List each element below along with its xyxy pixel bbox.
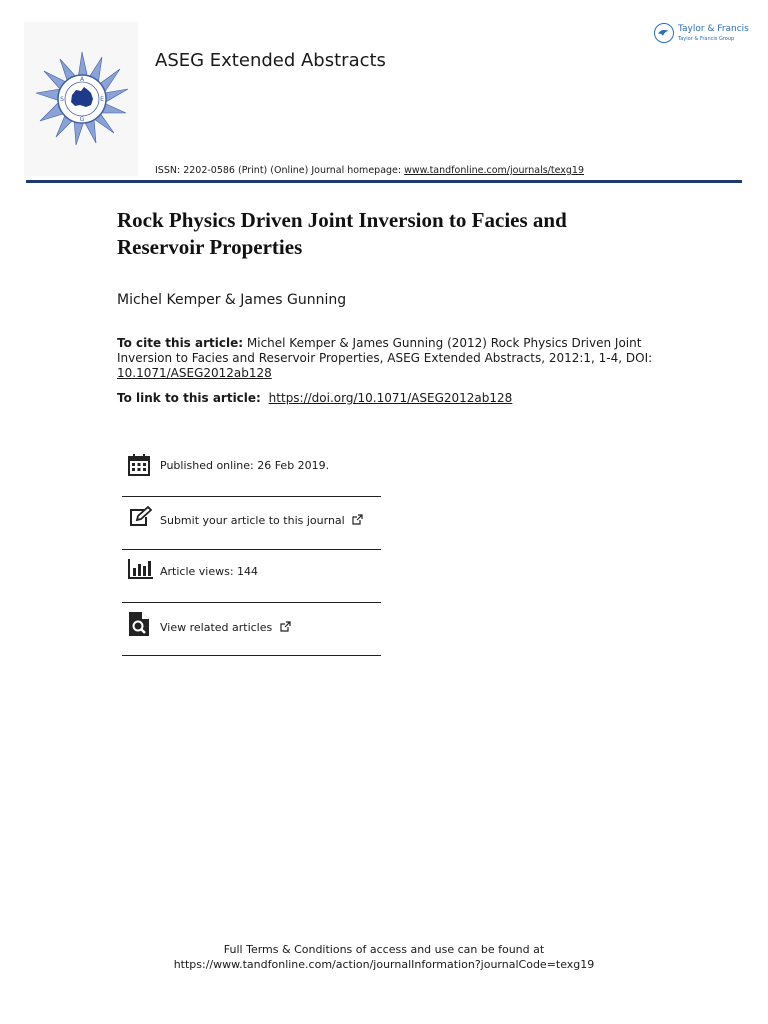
document-search-icon (128, 611, 150, 641)
edit-icon (128, 506, 152, 532)
related-row[interactable] (122, 603, 381, 656)
issn-text: ISSN: 2202-0586 (Print) (Online) Journal homepage: (155, 165, 402, 176)
journal-homepage-link[interactable]: www.tandfonline.com/journals/texg19 (404, 165, 584, 176)
views-row (122, 550, 381, 603)
article-title: Rock Physics Driven Joint Inversion to Facies and Reservoir Properties (117, 208, 567, 259)
calendar-icon (128, 454, 150, 480)
published-row (122, 444, 381, 497)
publisher-name: Taylor & Francis (678, 24, 749, 34)
publisher-group: Taylor & Francis Group (678, 36, 735, 42)
header-divider (26, 180, 742, 183)
society-logo (24, 22, 138, 176)
svg-text:S: S (60, 96, 64, 103)
citation-block (117, 336, 657, 381)
aseg-star-emblem (30, 50, 134, 148)
footer (0, 942, 768, 972)
submit-article-link[interactable] (160, 514, 363, 528)
doi-link[interactable]: https://doi.org/10.1071/ASEG2012ab128 (268, 391, 513, 405)
article-info-list (122, 444, 381, 656)
svg-text:E: E (100, 96, 104, 103)
link-label: To link to this article: (117, 391, 261, 405)
article-authors: Michel Kemper & James Gunning (117, 292, 347, 308)
submit-row[interactable] (122, 497, 381, 550)
cite-label: To cite this article: (117, 336, 244, 350)
cite-doi-link[interactable]: 10.1071/ASEG2012ab128 (117, 366, 272, 380)
footer-terms: Full Terms & Conditions of access and use can be found at (223, 943, 545, 956)
published-date: Published online: 26 Feb 2019. (160, 459, 330, 472)
cite-text: Michel Kemper & James Gunning (2012) Rock Physics Driven Joint Inversion to Facies and Reservoir Properties, ASEG Extended Abstracts, 2012:1, 1-4, DOI: (117, 336, 653, 365)
issn-line (155, 165, 584, 176)
external-link-icon (352, 514, 363, 528)
submit-label: Submit your article to this journal (160, 514, 345, 527)
publisher-logo-icon (654, 23, 674, 43)
svg-text:G: G (79, 116, 85, 123)
footer-url[interactable]: https://www.tandfonline.com/action/journalInformation?journalCode=texg19 (173, 958, 595, 971)
bar-chart-icon (128, 558, 154, 584)
taylor-francis-logo[interactable] (654, 22, 754, 48)
related-articles-link[interactable] (160, 621, 291, 635)
journal-title: ASEG Extended Abstracts (155, 50, 386, 71)
article-link-line (117, 391, 657, 406)
related-label: View related articles (160, 621, 273, 634)
svg-text:A: A (79, 76, 85, 83)
external-link-icon (280, 621, 291, 635)
article-views: Article views: 144 (160, 565, 259, 578)
